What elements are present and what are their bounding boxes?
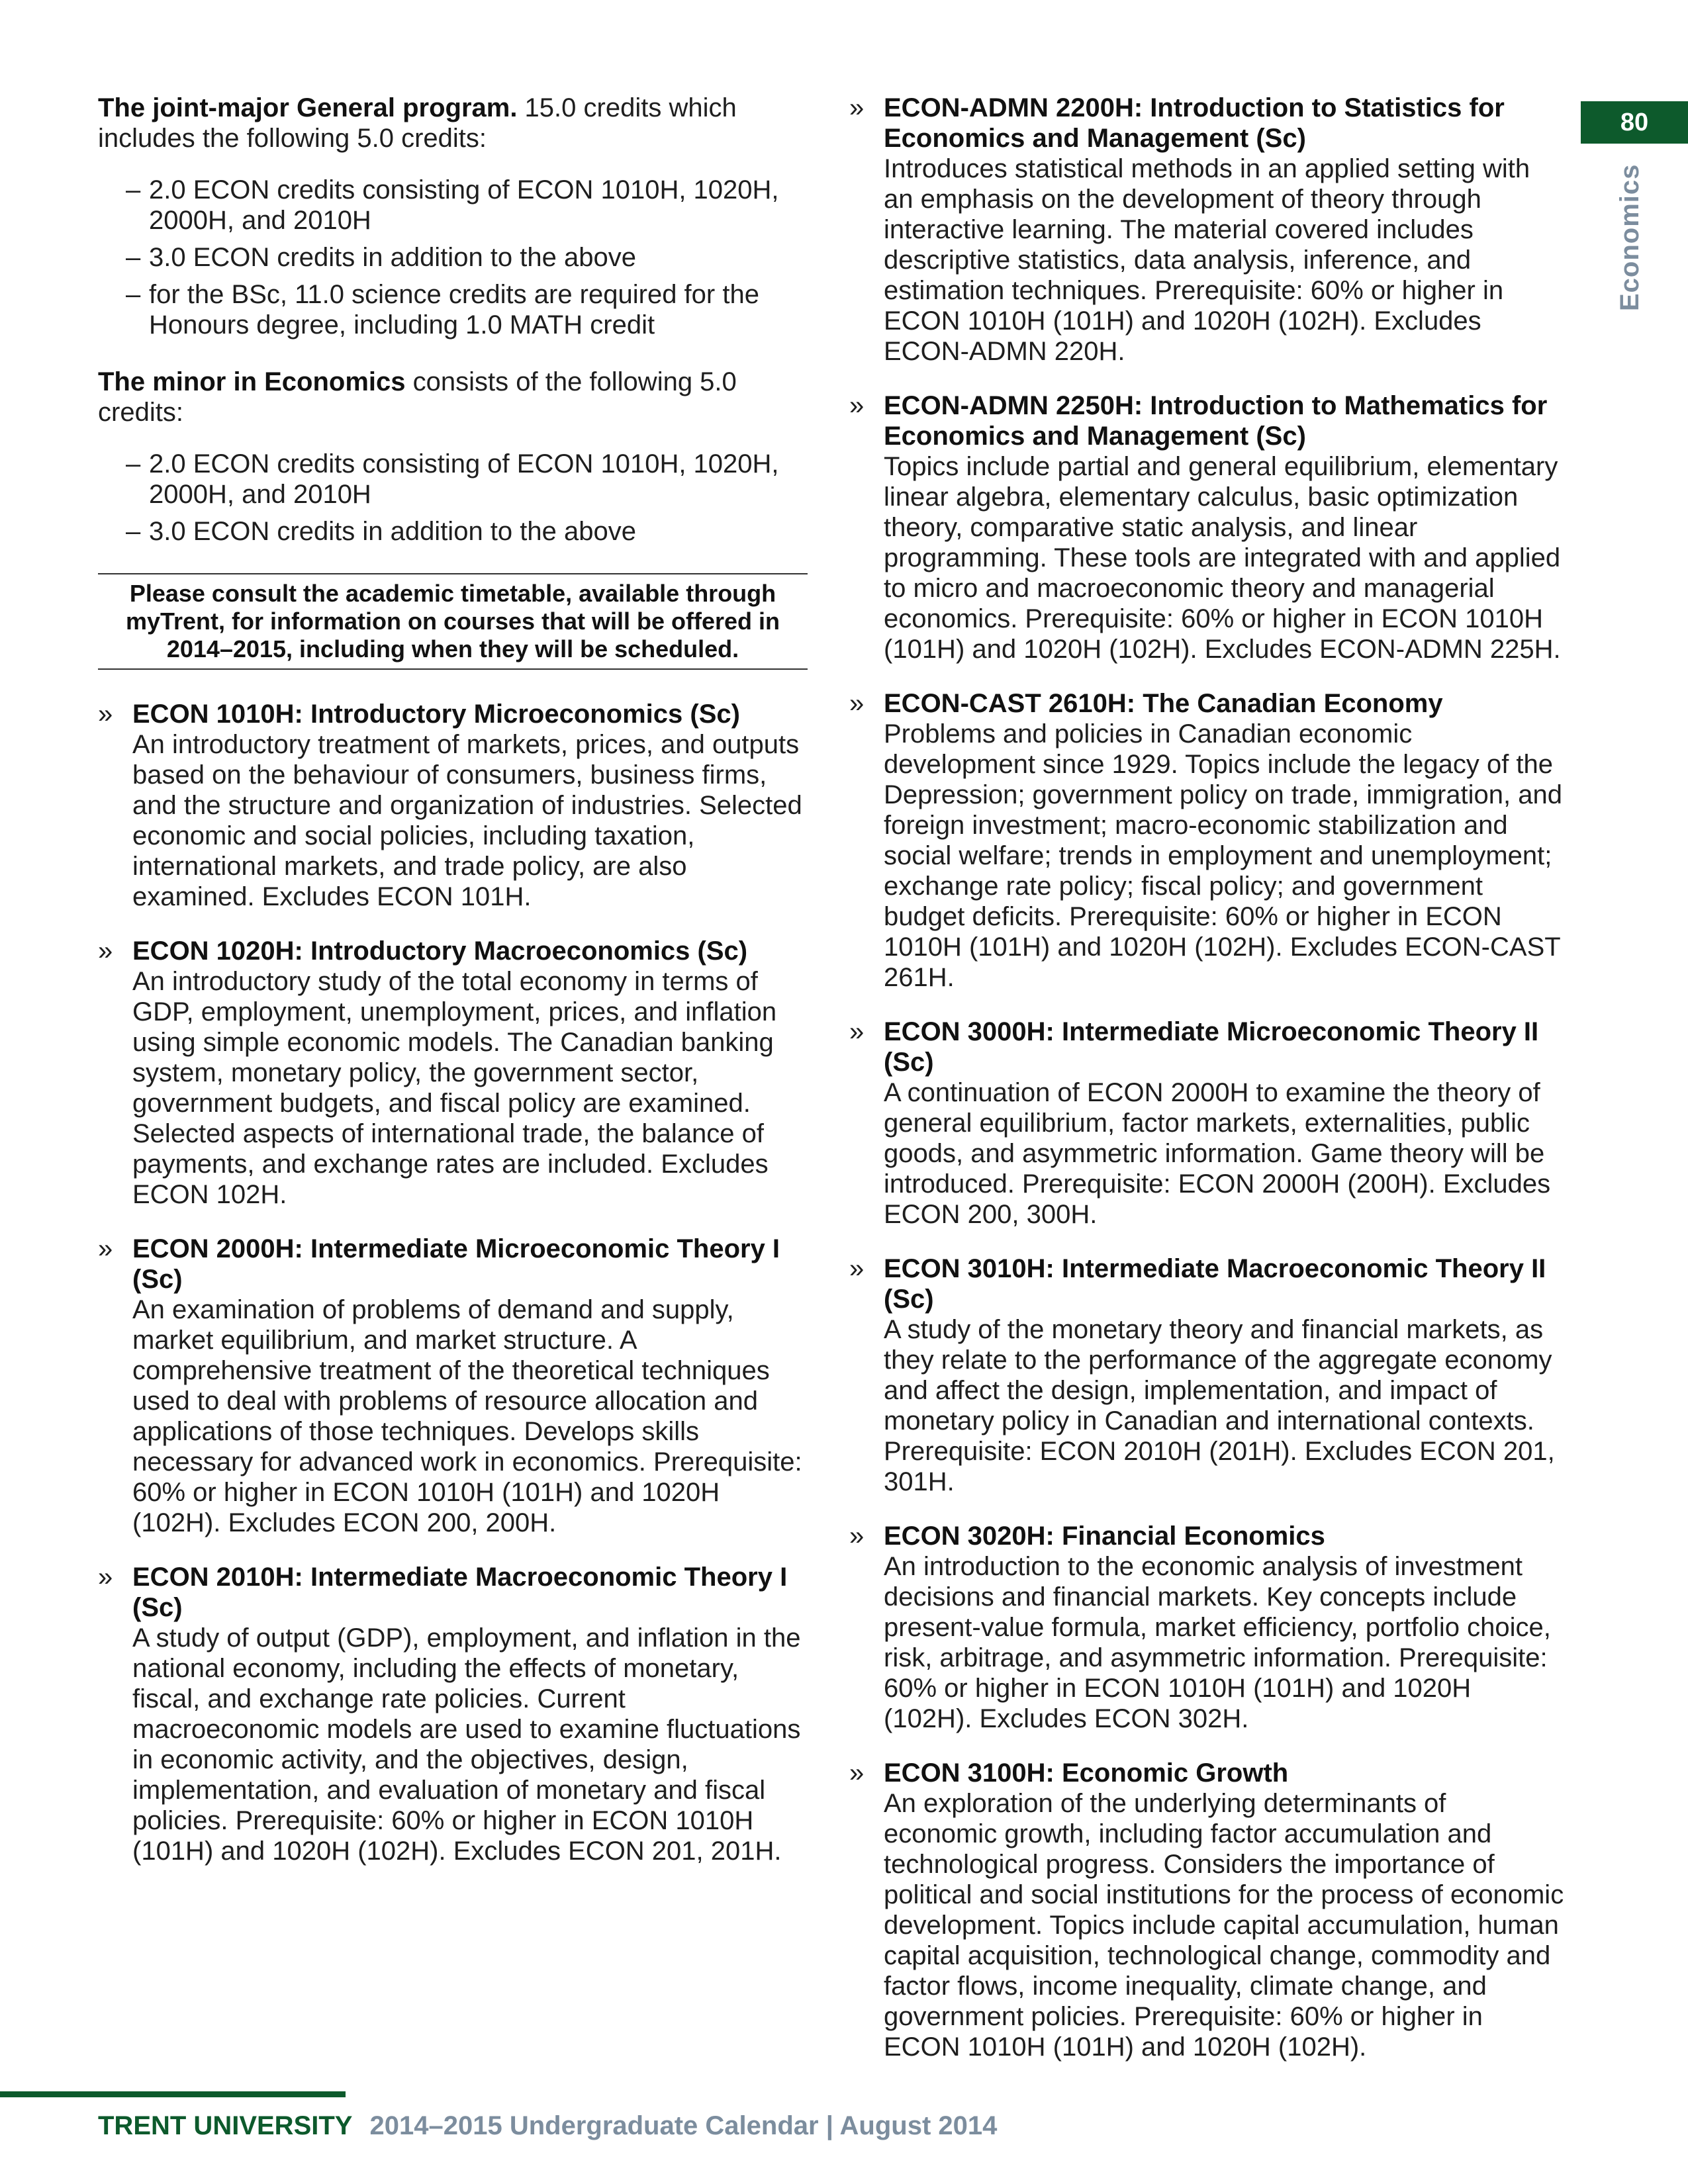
- course-description: An introduction to the economic analysis of investment decisions and financial markets. Key concepts include present-value formula, market efficiency, portfolio choice, risk, arbitrage, and asymmetric information. Prerequisite: 60% or higher in ECON 1010H (101H) and 1020H (102H). Excludes ECON 302H.: [884, 1552, 1551, 1733]
- list-item: – 3.0 ECON credits in addition to the above: [98, 516, 808, 547]
- minor-list: [98, 449, 808, 547]
- course-marker-icon: »: [849, 1017, 865, 1046]
- course-marker-icon: »: [98, 1234, 113, 1263]
- course-marker-icon: »: [98, 936, 113, 966]
- footer-rule: [0, 2091, 346, 2097]
- course-entry: [849, 93, 1564, 367]
- joint-major-text: 15.0 credits which includes the following 5.0 credits:: [98, 93, 737, 153]
- list-item: – for the BSc, 11.0 science credits are required for the Honours degree, including 1.0 MATH credit: [98, 279, 808, 340]
- course-title: ECON-CAST 2610H: The Canadian Economy: [884, 689, 1443, 718]
- joint-major-heading: [98, 93, 808, 154]
- course-title: ECON-ADMN 2250H: Introduction to Mathematics for Economics and Management (Sc): [884, 391, 1548, 451]
- course-description: Introduces statistical methods in an applied setting with an emphasis on the development of theory through interactive learning. The material covered includes descriptive statistics, data analysis, inference, and estimation techniques. Prerequisite: 60% or higher in ECON 1010H (101H) and 1020H (102H). Excludes ECON-ADMN 220H.: [884, 154, 1530, 366]
- page-number: 80: [1620, 108, 1649, 136]
- joint-major-bold: The joint-major General program.: [98, 93, 518, 122]
- course-entry: [98, 936, 808, 1210]
- course-marker-icon: »: [98, 700, 113, 729]
- course-description: Topics include partial and general equilibrium, elementary linear algebra, elementary calculus, basic optimization theory, comparative static analysis, and linear programming. These tools are integrated with and applied to micro and macroeconomic theory and managerial economics. Prerequisite: 60% or higher in ECON 1010H (101H) and 1020H (102H). Excludes ECON-ADMN 225H.: [884, 452, 1561, 664]
- course-marker-icon: »: [849, 391, 865, 420]
- course-entry: [98, 1562, 808, 1866]
- course-entry: [849, 688, 1564, 993]
- course-entry: [849, 1253, 1564, 1497]
- page-number-tab: [1581, 101, 1688, 144]
- left-column: [98, 93, 808, 1890]
- course-entry: [98, 1234, 808, 1538]
- minor-text: consists of the following 5.0 credits:: [98, 367, 737, 427]
- course-title: ECON 2010H: Intermediate Macroeconomic Theory I (Sc): [132, 1563, 788, 1622]
- course-entry: [849, 1521, 1564, 1734]
- course-marker-icon: »: [849, 1758, 865, 1788]
- course-title: ECON 1020H: Introductory Macroeconomics (Sc): [132, 936, 748, 966]
- course-entry: [98, 699, 808, 912]
- course-title: ECON 3020H: Financial Economics: [884, 1522, 1325, 1551]
- timetable-notice: Please consult the academic timetable, available through myTrent, for information on courses that will be offered in 2014–2015, including when they will be scheduled.: [98, 573, 808, 670]
- course-description: A continuation of ECON 2000H to examine the theory of general equilibrium, factor markets, externalities, public goods, and asymmetric information. Game theory will be introduced. Prerequisite: ECON 2000H (200H). Excludes ECON 200, 300H.: [884, 1078, 1551, 1229]
- course-marker-icon: »: [849, 689, 865, 718]
- course-title: ECON-ADMN 2200H: Introduction to Statistics for Economics and Management (Sc): [884, 93, 1505, 153]
- course-marker-icon: »: [98, 1563, 113, 1592]
- course-marker-icon: »: [849, 93, 865, 122]
- course-description: Problems and policies in Canadian economic development since 1929. Topics include the legacy of the Depression; government policy on trade, immigration, and foreign investment; macro-economic stabilization and social welfare; trends in employment and unemployment; exchange rate policy; fiscal policy; and government budget deficits. Prerequisite: 60% or higher in ECON 1010H (101H) and 1020H (102H). Excludes ECON-CAST 261H.: [884, 719, 1562, 992]
- course-title: ECON 1010H: Introductory Microeconomics (Sc): [132, 700, 740, 729]
- list-item: – 2.0 ECON credits consisting of ECON 1010H, 1020H, 2000H, and 2010H: [98, 449, 808, 510]
- minor-heading: [98, 367, 808, 428]
- course-title: ECON 3100H: Economic Growth: [884, 1758, 1289, 1788]
- course-marker-icon: »: [849, 1254, 865, 1283]
- list-item: – 3.0 ECON credits in addition to the above: [98, 242, 808, 273]
- course-title: ECON 3000H: Intermediate Microeconomic Theory II (Sc): [884, 1017, 1539, 1077]
- right-column: [849, 93, 1564, 2086]
- footer-university: TRENT UNIVERSITY: [98, 2111, 353, 2140]
- course-description: A study of output (GDP), employment, and inflation in the national economy, including the effects of monetary, fiscal, and exchange rate policies. Current macroeconomic models are used to examine fluctuations in economic activity, and the objectives, design, implementation, and evaluation of monetary and fiscal policies. Prerequisite: 60% or higher in ECON 1010H (101H) and 1020H (102H). Excludes ECON 201, 201H.: [132, 1623, 801, 1866]
- joint-major-list: [98, 175, 808, 340]
- course-description: An examination of problems of demand and supply, market equilibrium, and market structure. A comprehensive treatment of the theoretical techniques used to deal with problems of resource allocation and applications of those techniques. Develops skills necessary for advanced work in economics. Prerequisite: 60% or higher in ECON 1010H (101H) and 1020H (102H). Excludes ECON 200, 200H.: [132, 1295, 802, 1537]
- course-title: ECON 2000H: Intermediate Microeconomic Theory I (Sc): [132, 1234, 780, 1294]
- list-item: – 2.0 ECON credits consisting of ECON 1010H, 1020H, 2000H, and 2010H: [98, 175, 808, 236]
- course-description: An introductory study of the total economy in terms of GDP, employment, unemployment, prices, and inflation using simple economic models. The Canadian banking system, monetary policy, the government sector, government budgets, and fiscal policy are examined. Selected aspects of international trade, the balance of payments, and exchange rates are included. Excludes ECON 102H.: [132, 967, 777, 1209]
- course-description: An exploration of the underlying determinants of economic growth, including factor accumulation and technological progress. Considers the importance of political and social institutions for the process of economic development. Topics include capital accumulation, human capital acquisition, technological change, commodity and factor flows, income inequality, climate change, and government policies. Prerequisite: 60% or higher in ECON 1010H (101H) and 1020H (102H).: [884, 1789, 1564, 2062]
- course-entry: [849, 1758, 1564, 2062]
- course-marker-icon: »: [849, 1522, 865, 1551]
- footer-calendar: 2014–2015 Undergraduate Calendar | August 2014: [369, 2111, 998, 2140]
- footer: [98, 2111, 997, 2141]
- course-title: ECON 3010H: Intermediate Macroeconomic Theory II (Sc): [884, 1254, 1546, 1314]
- section-label: Economics: [1615, 163, 1644, 311]
- course-entry: [849, 1017, 1564, 1230]
- course-description: An introductory treatment of markets, prices, and outputs based on the behaviour of consumers, business firms, and the structure and organization of industries. Selected economic and social policies, including taxation, international markets, and trade policy, are also examined. Excludes ECON 101H.: [132, 730, 802, 911]
- minor-bold: The minor in Economics: [98, 367, 406, 396]
- course-description: A study of the monetary theory and financial markets, as they relate to the performance of the aggregate economy and affect the design, implementation, and impact of monetary policy in Canadian and international contexts. Prerequisite: ECON 2010H (201H). Excludes ECON 201, 301H.: [884, 1315, 1555, 1496]
- course-entry: [849, 390, 1564, 664]
